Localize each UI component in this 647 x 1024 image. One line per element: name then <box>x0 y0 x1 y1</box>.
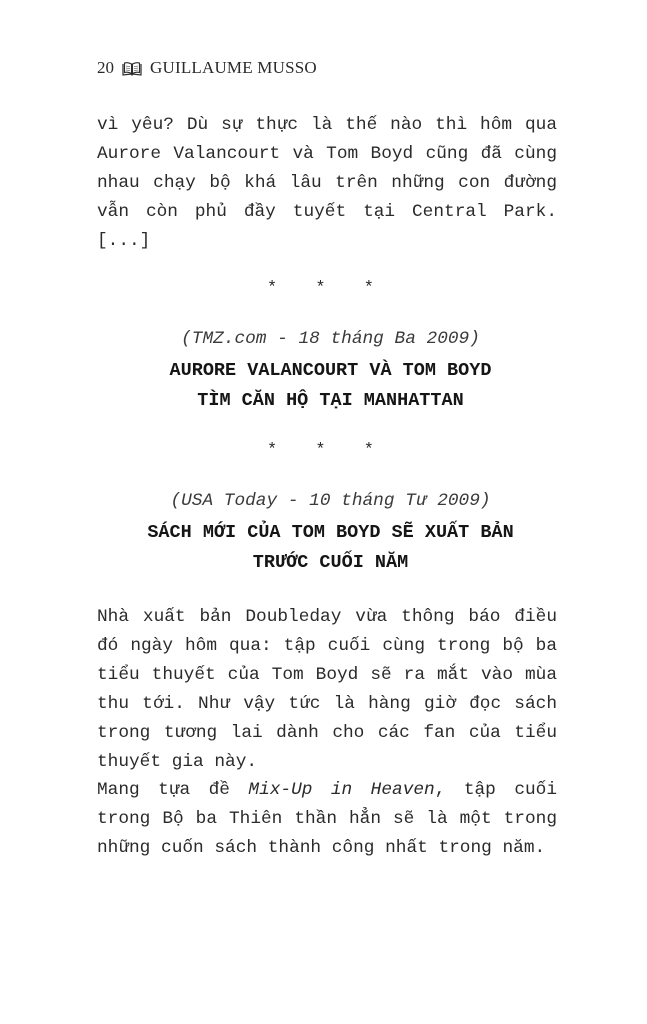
article-source: (TMZ.com - 18 tháng Ba 2009) <box>181 329 480 349</box>
article-source: (USA Today - 10 tháng Tư 2009) <box>170 491 491 511</box>
paragraph-book-title <box>97 776 557 863</box>
headline-line: TÌM CĂN HỘ TẠI MANHATTAN <box>197 390 464 411</box>
author-name: GUILLAUME MUSSO <box>150 58 317 77</box>
text-run: , tập cuối trong Bộ ba Thiên thần hẳn sẽ là một trong những cuốn sách thành công nhất trong năm. <box>97 780 557 858</box>
headline-line: SÁCH MỚI CỦA TOM BOYD SẼ XUẤT BẢN <box>147 522 514 543</box>
section-separator: * * * <box>266 441 388 460</box>
text-run: Mang tựa đề <box>97 780 249 800</box>
article-headline <box>7 356 647 416</box>
running-header <box>97 58 317 78</box>
page-number: 20 <box>97 58 114 77</box>
headline-line: TRƯỚC CUỐI NĂM <box>252 552 409 573</box>
paragraph-announcement: Nhà xuất bản Doubleday vừa thông báo điều đó ngày hôm qua: tập cuối cùng trong bộ ba tiểu thuyết của Tom Boyd sẽ ra mắt vào mùa thu tới. Như vậy tức là hàng giờ đọc sách trong tương lai dành cho các fan của tiểu thuyết gia này. <box>97 607 557 772</box>
section-separator: * * * <box>266 279 388 298</box>
headline-line: AURORE VALANCOURT VÀ TOM BOYD <box>169 360 492 381</box>
open-book-icon <box>122 61 142 75</box>
book-title: Mix-Up in Heaven <box>248 780 435 800</box>
paragraph-intro: vì yêu? Dù sự thực là thế nào thì hôm qua Aurore Valancourt và Tom Boyd cũng đã cùng nhau chạy bộ khá lâu trên những con đường vẫn còn phủ đầy tuyết tại Central Park. [...] <box>97 115 557 251</box>
article-headline <box>7 518 647 578</box>
